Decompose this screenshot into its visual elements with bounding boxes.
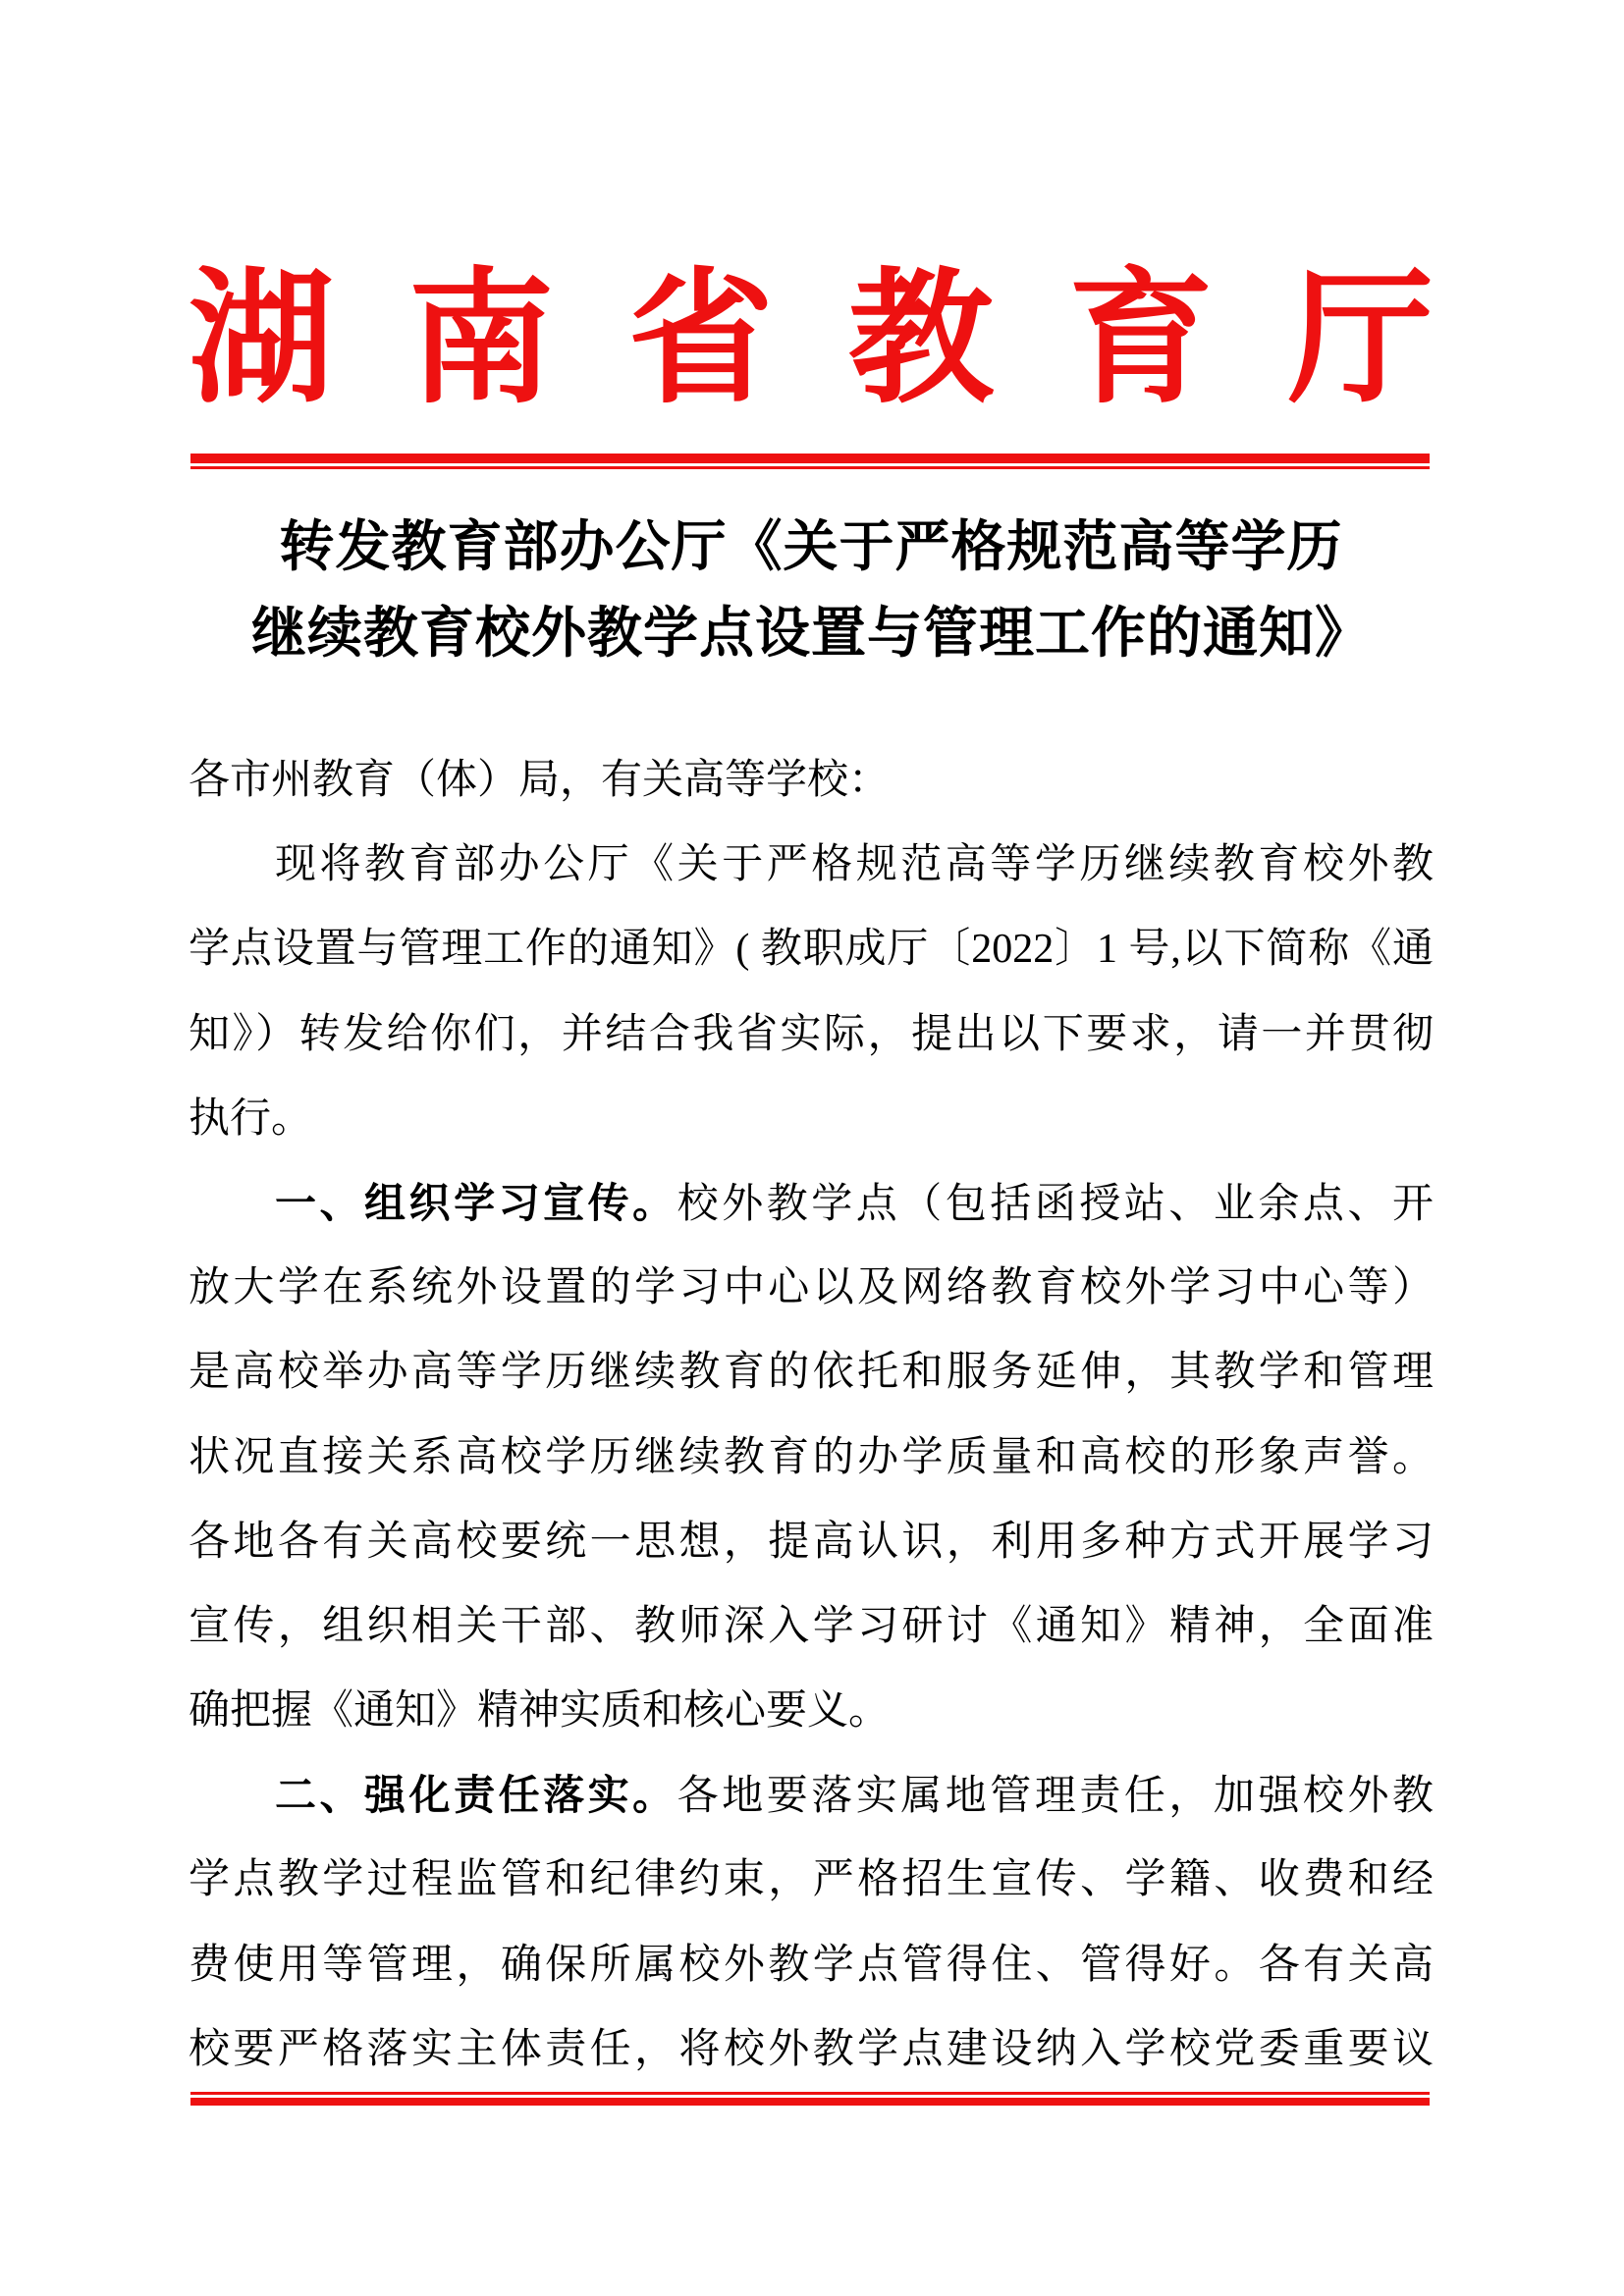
body-text-run: 宣传，组织相关干部、教师深入学习研讨《通知》精神，全面准 bbox=[189, 1603, 1434, 1649]
footer-rule-thin bbox=[190, 2092, 1430, 2095]
salutation-line bbox=[189, 738, 1434, 823]
body-text-run: 确把握《通知》精神实质和核心要义。 bbox=[189, 1688, 891, 1735]
body-line bbox=[189, 1077, 1434, 1161]
body-line bbox=[189, 1500, 1434, 1584]
agency-masthead-title: 湖南省教育厅 bbox=[189, 260, 1434, 421]
document-title-line-2: 继续教育校外教学点设置与管理工作的通知》 bbox=[251, 604, 1371, 665]
section-heading-1: 一、组织学习宣传。 bbox=[275, 1179, 677, 1226]
body-line bbox=[189, 1838, 1434, 1922]
body-line bbox=[189, 907, 1434, 991]
body-line bbox=[189, 1161, 1434, 1246]
body-text-run: 学点设置与管理工作的通知》( 教职成厅〔2022〕1 号,以下简称《通 bbox=[189, 927, 1434, 973]
body-line bbox=[189, 1246, 1434, 1330]
body-text-run: 执行。 bbox=[189, 1095, 313, 1142]
header-rule-thin bbox=[190, 466, 1430, 469]
document-title-line-1: 转发教育部办公厅《关于严格规范高等学历 bbox=[279, 517, 1343, 578]
body-text-run: 各市州教育（体）局，有关高等学校： bbox=[189, 758, 891, 803]
body-line bbox=[189, 1330, 1434, 1415]
document-body bbox=[189, 738, 1434, 2092]
body-text-run: 现将教育部办公厅《关于严格规范高等学历继续教育校外教 bbox=[275, 842, 1434, 888]
body-text-run: 放大学在系统外设置的学习中心以及网络教育校外学习中心等） bbox=[189, 1265, 1434, 1311]
body-line bbox=[189, 1753, 1434, 1838]
body-line bbox=[189, 1923, 1434, 2007]
body-text-run: 各地要落实属地管理责任，加强校外教 bbox=[677, 1774, 1434, 1820]
body-text-run: 状况直接关系高校学历继续教育的办学质量和高校的形象声誉。 bbox=[189, 1434, 1434, 1480]
footer-rule-thick bbox=[190, 2098, 1430, 2106]
body-line bbox=[189, 823, 1434, 907]
body-line bbox=[189, 1669, 1434, 1753]
body-text-run: 是高校举办高等学历继续教育的依托和服务延伸，其教学和管理 bbox=[189, 1350, 1434, 1396]
section-heading-2: 二、强化责任落实。 bbox=[275, 1772, 677, 1819]
header-rule-thick bbox=[190, 454, 1430, 463]
body-line bbox=[189, 1584, 1434, 1669]
body-text-run: 费使用等管理，确保所属校外教学点管得住、管得好。各有关高 bbox=[189, 1942, 1434, 1988]
body-text-run: 各地各有关高校要统一思想，提高认识，利用多种方式开展学习 bbox=[189, 1519, 1434, 1565]
body-text-run: 校要严格落实主体责任，将校外教学点建设纳入学校党委重要议 bbox=[189, 2026, 1434, 2072]
document-title bbox=[189, 505, 1434, 677]
body-line bbox=[189, 2007, 1434, 2092]
body-line bbox=[189, 992, 1434, 1077]
body-text-run: 知》）转发给你们，并结合我省实际，提出以下要求，请一并贯彻 bbox=[189, 1011, 1434, 1057]
body-text-run: 校外教学点（包括函授站、业余点、开 bbox=[677, 1181, 1434, 1227]
body-line bbox=[189, 1415, 1434, 1500]
body-text-run: 学点教学过程监管和纪律约束，严格招生宣传、学籍、收费和经 bbox=[189, 1857, 1434, 1903]
